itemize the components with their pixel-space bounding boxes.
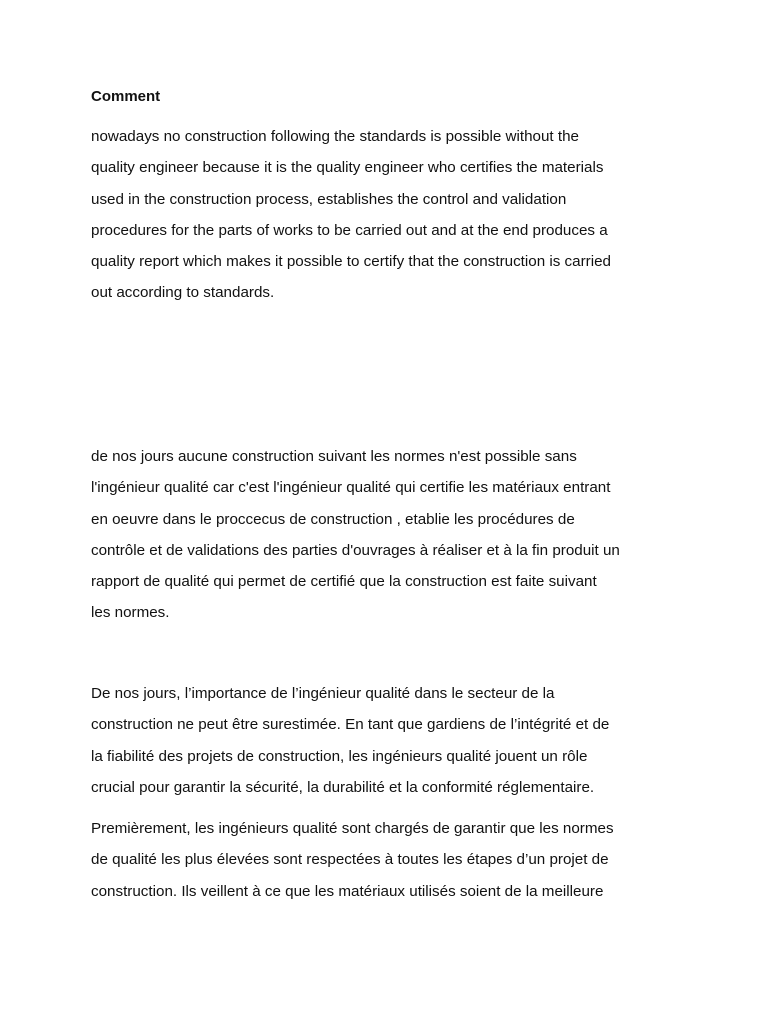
paragraph-importance <box>91 678 691 803</box>
paragraph-premierement <box>91 813 691 907</box>
paragraph-line: used in the construction process, establishes the control and validation <box>91 190 567 208</box>
paragraph-line: out according to standards. <box>91 284 275 302</box>
paragraph-line: procedures for the parts of works to be carried out and at the end produces a <box>91 221 608 239</box>
paragraph-line: crucial pour garantir la sécurité, la durabilité et la conformité réglementaire. <box>91 778 595 796</box>
paragraph-line: rapport de qualité qui permet de certifié que la construction est faite suivant <box>91 573 597 591</box>
paragraph-french-original <box>91 441 691 629</box>
paragraph-line: l'ingénieur qualité car c'est l'ingénieur qualité qui certifie les matériaux entrant <box>91 479 611 497</box>
paragraph-line: Premièrement, les ingénieurs qualité sont chargés de garantir que les normes <box>91 820 614 837</box>
paragraph-line: de qualité les plus élevées sont respectées à toutes les étapes d’un projet de <box>91 851 609 869</box>
paragraph-line: contrôle et de validations des parties d'ouvrages à réaliser et à la fin produit un <box>91 541 620 559</box>
paragraph-line: de nos jours aucune construction suivant les normes n'est possible sans <box>91 448 577 465</box>
paragraph-english <box>91 121 691 309</box>
paragraph-line: quality report which makes it possible to certify that the construction is carried <box>91 253 611 271</box>
paragraph-line: la fiabilité des projets de construction, les ingénieurs qualité jouent un rôle <box>91 747 588 765</box>
paragraph-line: construction. Ils veillent à ce que les matériaux utilisés soient de la meilleure <box>91 882 604 900</box>
document-heading: Comment <box>91 88 161 105</box>
paragraph-line: quality engineer because it is the quality engineer who certifies the materials <box>91 159 604 177</box>
paragraph-line: nowadays no construction following the standards is possible without the <box>91 128 579 145</box>
paragraph-line: les normes. <box>91 604 170 622</box>
paragraph-line: construction ne peut être surestimée. En tant que gardiens de l’intégrité et de <box>91 716 610 734</box>
paragraph-line: De nos jours, l’importance de l’ingénieur qualité dans le secteur de la <box>91 685 555 702</box>
paragraph-line: en oeuvre dans le proccecus de construction , etablie les procédures de <box>91 510 575 528</box>
